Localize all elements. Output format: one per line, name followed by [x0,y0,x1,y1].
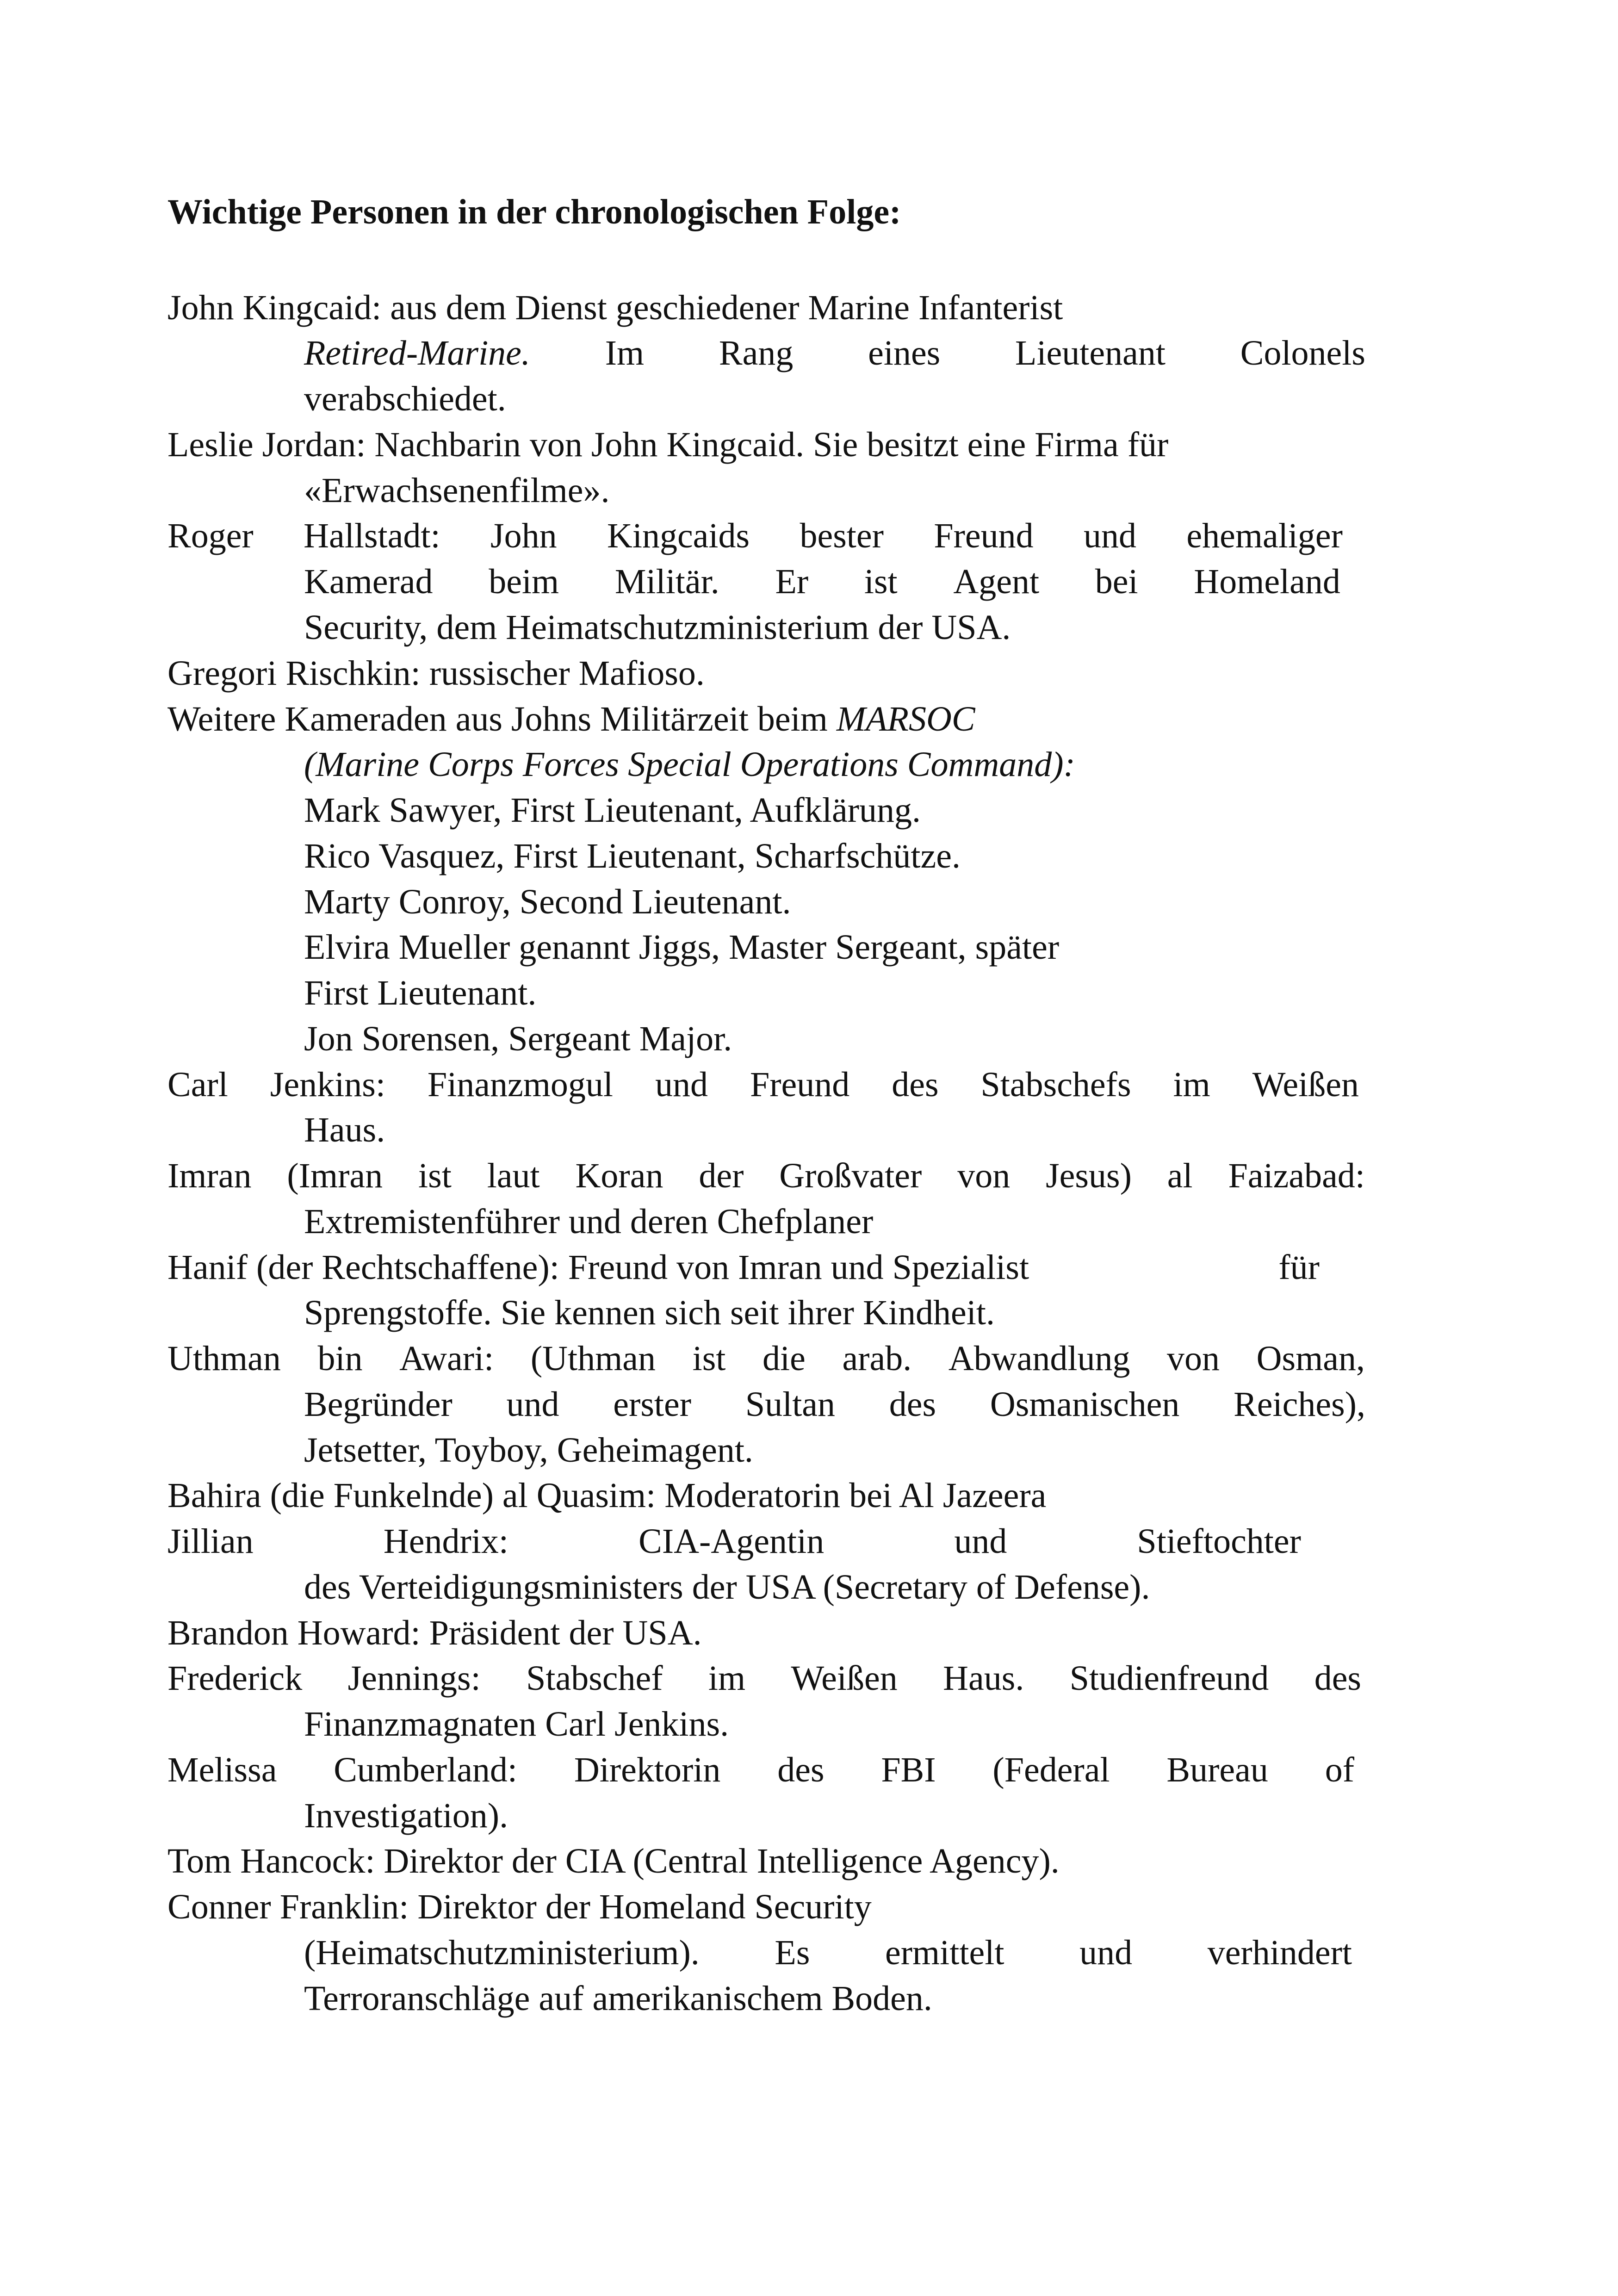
line-word: und [655,1065,708,1104]
line-word: des [777,1750,824,1789]
line-word: von [957,1156,1010,1195]
line-word: Studienfreund [1069,1659,1269,1698]
text-line [304,467,610,514]
line-word: Rang [719,334,794,372]
line-word: verhindert [1207,1933,1352,1972]
line-word: und [1079,1933,1133,1972]
text-line [304,1930,1352,1976]
line-word: von [1167,1339,1220,1378]
line-word: im [708,1659,746,1698]
line-word: Elvira Mueller genannt Jiggs, Master Sergeant, später [304,928,1060,967]
line-word: Brandon Howard: Präsident der USA. [167,1613,702,1652]
line-word: al [1167,1156,1193,1195]
line-word: Militär. [614,562,719,601]
text-line [167,1335,1365,1382]
line-word: (Marine Corps Forces Special Operations Command): [304,745,1075,784]
line-word: Awari: [399,1339,494,1378]
line-word: Jon Sorensen, Sergeant Major. [304,1019,732,1058]
line-word: des [892,1065,939,1104]
line-word: Jesus) [1046,1156,1132,1195]
line-word: Homeland [1194,562,1340,601]
text-line [167,1747,1354,1793]
line-word: Faizabad: [1228,1156,1365,1195]
line-word: John [490,516,557,555]
line-word: Retired-Marine. [304,334,530,372]
line-word: eines [868,334,941,372]
text-line [167,1244,1320,1291]
line-word: Security, dem Heimatschutzministerium der USA. [304,608,1011,647]
text-line [167,650,705,696]
line-word: laut [487,1156,540,1195]
line-word: ehemaliger [1186,516,1343,555]
text-line [167,422,1168,468]
line-word: Finanzmogul [427,1065,613,1104]
line-word: Uthman [167,1339,281,1378]
text-line [167,1655,1361,1701]
line-word: erster [613,1385,692,1424]
line-word: Jennings: [347,1659,481,1698]
line-word: Imran [167,1156,252,1195]
line-word: Freund [934,516,1034,555]
line-word: Stabschef [526,1659,663,1698]
line-word: Kamerad [304,562,433,601]
line-word: Osman, [1256,1339,1365,1378]
text-line [167,1518,1301,1564]
line-word: Es [775,1933,810,1972]
line-word: of [1325,1750,1354,1789]
line-word: Hanif (der Rechtschaffene): Freund von Imran und Spezialist [167,1248,1029,1287]
text-line [304,558,1340,605]
line-word: die [763,1339,806,1378]
line-word: Haus. [943,1659,1024,1698]
text-line [304,1793,508,1839]
line-word: Weißen [1252,1065,1359,1104]
line-word: arab. [842,1339,912,1378]
line-word: Carl [167,1065,228,1104]
line-word: und [1084,516,1137,555]
line-word: Terroranschläge auf amerikanischem Boden. [304,1979,932,2018]
text-line [304,924,1059,970]
line-word: (Imran [287,1156,383,1195]
line-word: Großvater [779,1156,922,1195]
text-line [304,330,1365,376]
line-word: Kingcaids [607,516,750,555]
line-word: MARSOC [836,700,975,738]
line-word: bin [317,1339,363,1378]
text-line [167,696,975,742]
line-word: Leslie Jordan: Nachbarin von John Kingcaid. Sie besitzt eine Firma für [167,425,1169,464]
line-word: Sultan [745,1385,836,1424]
line-word: Reiches), [1234,1385,1365,1424]
text-line [304,1381,1365,1427]
line-word: Gregori Rischkin: russischer Mafioso. [167,654,705,693]
line-word: Er [775,562,809,601]
text-line [304,1107,385,1153]
text-line [167,1838,1060,1884]
line-word: des Verteidigungsministers der USA (Secretary of Defense). [304,1568,1150,1607]
line-word: und [506,1385,559,1424]
line-word: CIA-Agentin [639,1522,824,1561]
line-word: Conner Franklin: Direktor der Homeland Security [167,1887,872,1926]
line-word: Direktorin [574,1750,721,1789]
line-word: FBI [881,1750,936,1789]
line-word: des [889,1385,936,1424]
line-word: Begründer [304,1385,453,1424]
line-word: beim [489,562,559,601]
line-word: Jetsetter, Toyboy, Geheimagent. [304,1431,753,1470]
line-word: Mark Sawyer, First Lieutenant, Aufklärung. [304,791,921,830]
text-line [304,833,961,879]
line-word: Stabschefs [980,1065,1131,1104]
text-line [167,1061,1359,1108]
line-word: bei [1095,562,1138,601]
text-line [304,604,1010,651]
line-word: und [954,1522,1007,1561]
text-line [304,1290,995,1336]
text-line [167,1472,1046,1519]
line-word: ist [418,1156,452,1195]
line-word: (Uthman [530,1339,656,1378]
line-word: Jenkins: [270,1065,385,1104]
line-word: (Federal [992,1750,1110,1789]
text-line [304,1564,1150,1610]
text-line [167,1610,702,1656]
line-word: Jillian [167,1522,254,1561]
line-word: bester [800,516,884,555]
line-word: Sprengstoffe. Sie kennen sich seit ihrer Kindheit. [304,1293,995,1332]
text-line [304,970,536,1016]
text-line [167,513,1343,559]
text-line [304,741,1075,788]
line-word: Lieutenant [1015,334,1165,372]
text-line [304,376,506,422]
line-word: «Erwachsenenfilme». [304,471,610,510]
line-word: Hallstadt: [304,516,440,555]
line-word: ist [864,562,898,601]
text-line [304,1975,932,2022]
line-word: John Kingcaid: aus dem Dienst geschiedener Marine Infanterist [167,288,1063,327]
line-word: Osmanischen [990,1385,1180,1424]
line-word: Weitere Kameraden aus Johns Militärzeit beim [167,700,837,738]
line-word: Hendrix: [383,1522,509,1561]
text-line [304,1427,753,1473]
text-line [304,879,791,925]
line-word: im [1173,1065,1210,1104]
line-word: ermittelt [885,1933,1004,1972]
line-word: Cumberland: [334,1750,518,1789]
text-line [167,285,1063,331]
line-word: Investigation). [304,1796,508,1835]
line-word: ist [692,1339,726,1378]
text-line [304,1198,873,1245]
line-word: Colonels [1240,334,1365,372]
text-line [304,1016,732,1062]
line-word: Im [605,334,645,372]
line-word: (Heimatschutzministerium). [304,1933,700,1972]
line-word: Extremistenführer und deren Chefplaner [304,1202,874,1241]
line-word: Marty Conroy, Second Lieutenant. [304,882,791,921]
line-word: verabschiedet. [304,379,506,418]
line-word: Melissa [167,1750,277,1789]
line-word: Finanzmagnaten Carl Jenkins. [304,1705,729,1744]
line-word: First Lieutenant. [304,974,537,1012]
page-title: Wichtige Personen in der chronologischen Folge: [167,192,901,231]
line-word: Frederick [167,1659,303,1698]
line-word: Roger [167,516,254,555]
line-word: Rico Vasquez, First Lieutenant, Scharfschütze. [304,837,961,875]
text-line [304,1701,729,1747]
line-word: des [1314,1659,1361,1698]
line-word: Bahira (die Funkelnde) al Quasim: Moderatorin bei Al Jazeera [167,1476,1047,1515]
text-line [167,1153,1365,1199]
text-line [304,787,921,833]
line-word: Haus. [304,1111,385,1149]
line-word: Abwandlung [948,1339,1130,1378]
line-word: Freund [750,1065,850,1104]
line-word: Tom Hancock: Direktor der CIA (Central Intelligence Agency). [167,1842,1060,1880]
line-word: Bureau [1166,1750,1268,1789]
line-word: Weißen [791,1659,898,1698]
line-word: der [699,1156,744,1195]
line-word: Agent [953,562,1040,601]
line-word: Koran [575,1156,663,1195]
line-word: für [1278,1248,1320,1287]
text-line [167,1884,872,1930]
line-word: Stieftochter [1137,1522,1301,1561]
